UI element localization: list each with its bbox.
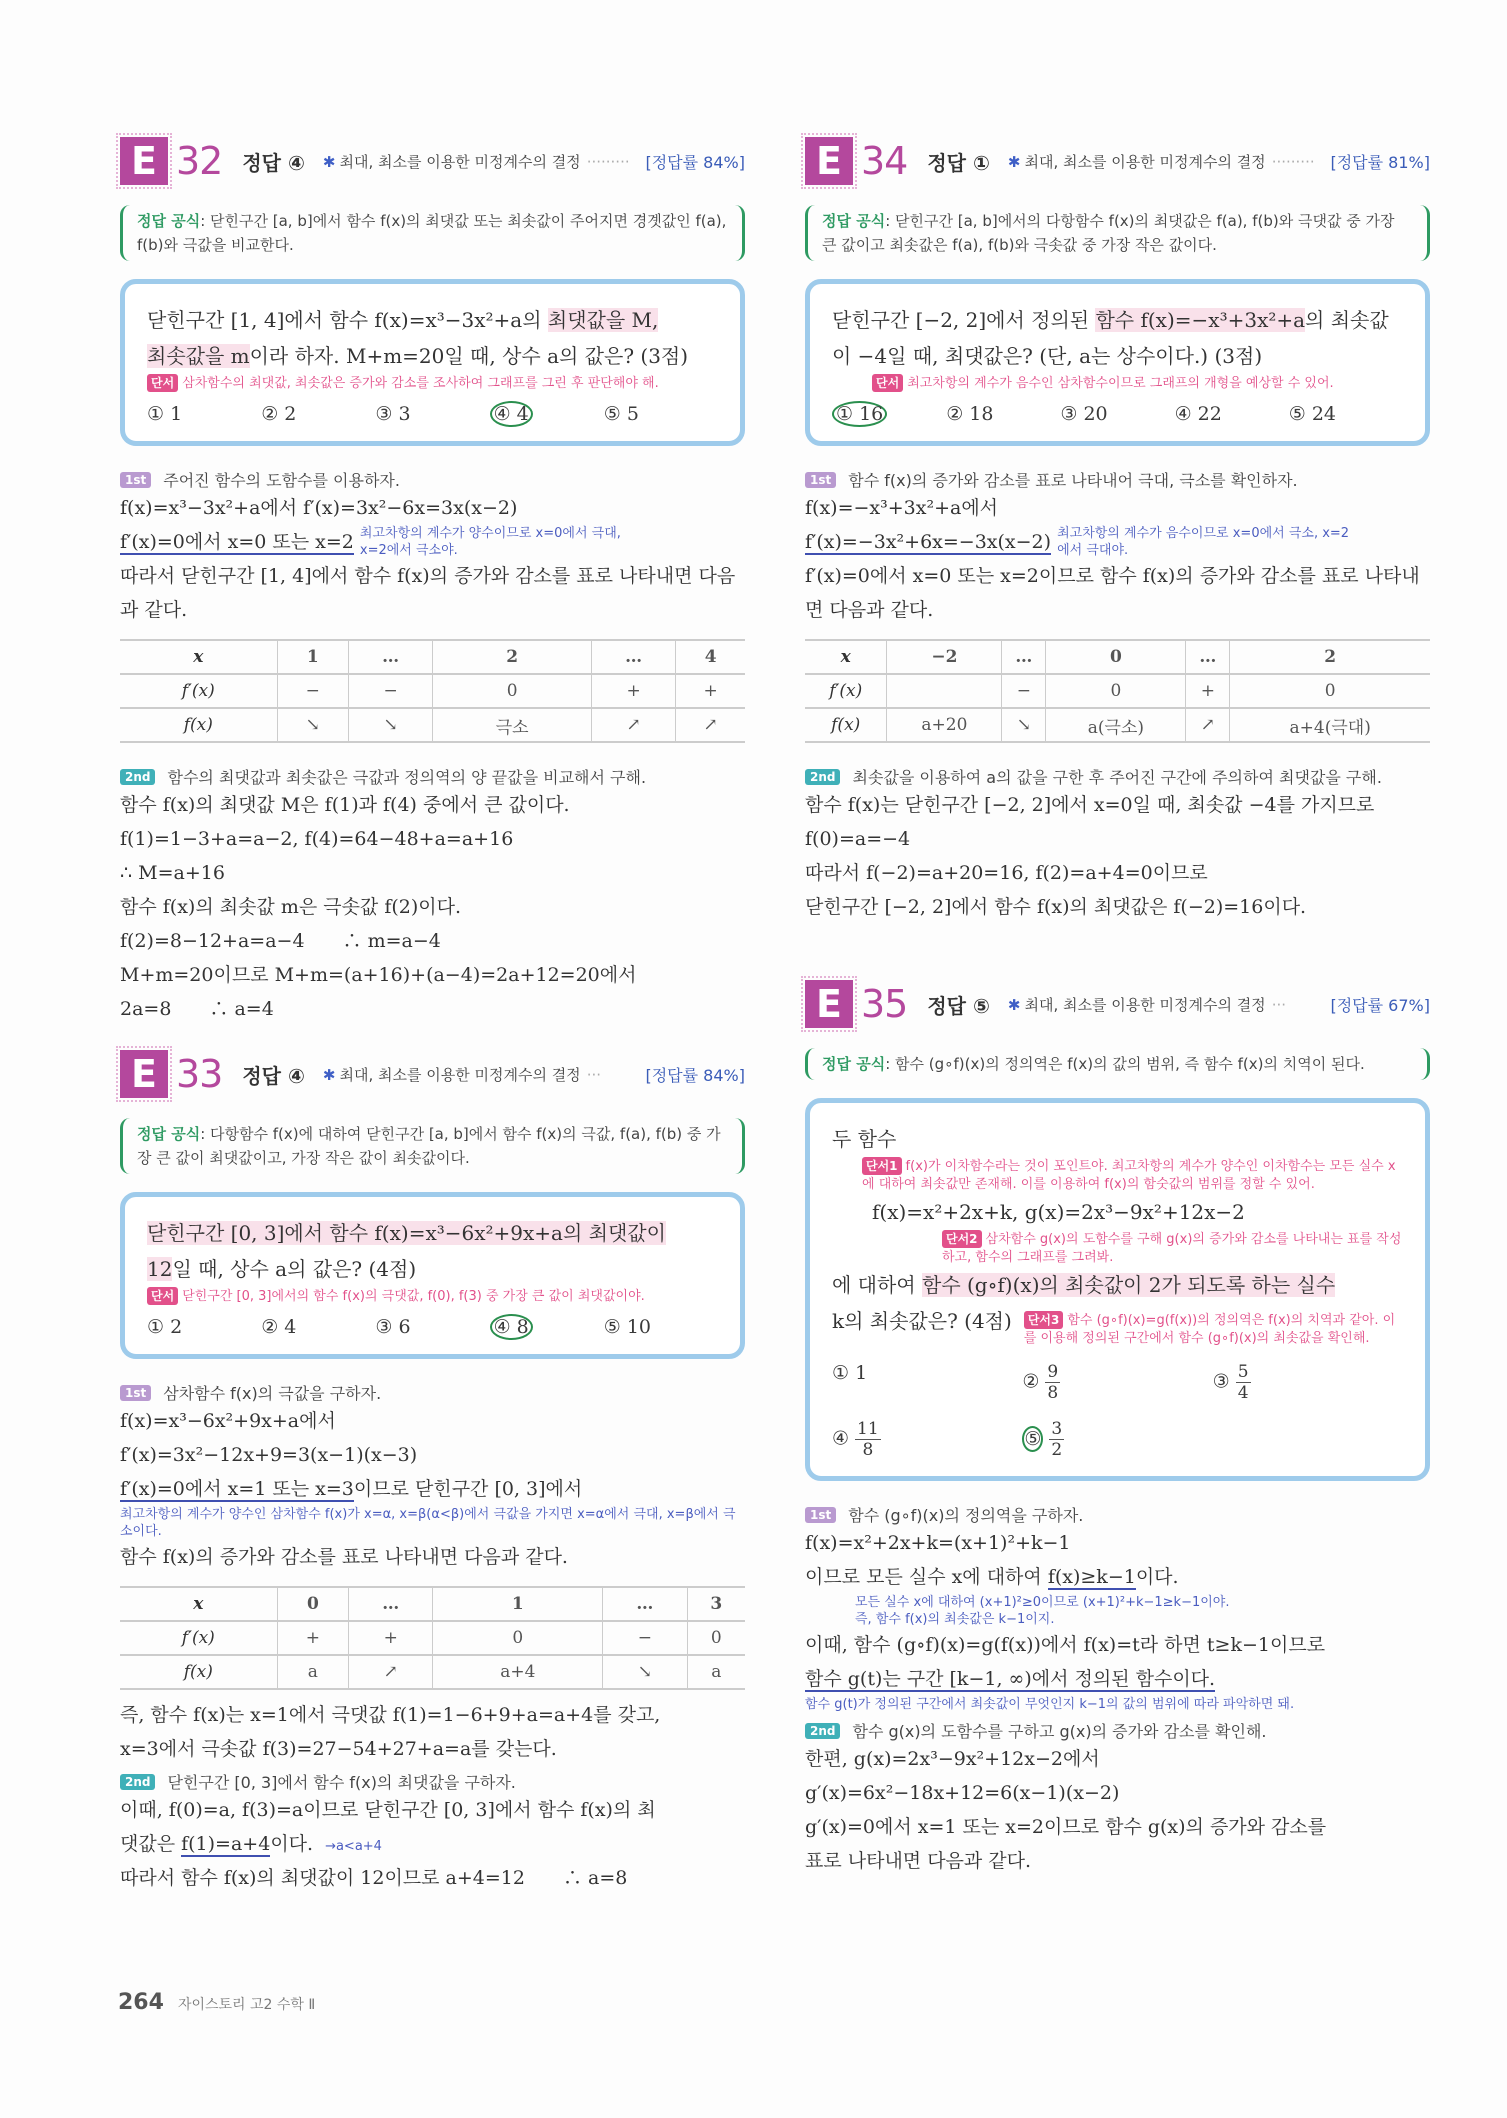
section-badge: E — [805, 137, 853, 185]
problem-33-header — [120, 1046, 745, 1102]
question-box — [120, 1192, 745, 1359]
answer-label: 정답 ④ — [242, 1063, 305, 1088]
answer-formula: 정답 공식: 닫힌구간 [a, b]에서 함수 f(x)의 최댓값 또는 최솟값이 주어지면 경곗값인 f(a), f(b)와 극값을 비교한다. — [120, 205, 745, 261]
problem-number: 35 — [861, 982, 908, 1026]
step-2: 2nd 최솟값을 이용하여 a의 값을 구한 후 주어진 구간에 주의하여 최댓값을 구해. — [805, 765, 1430, 788]
step-1: 1st 함수 f(x)의 증가와 감소를 표로 나타내어 극대, 극소를 확인하자. — [805, 468, 1430, 491]
question-box: 두 함수 단서1 f(x)가 이차함수라는 것이 포인트야. 최고차항의 계수가 양수인 이차함수는 모든 실수 x에 대하여 최솟값만 존재해. 이를 이용하여 f(x)의 함숫값의 범위를 정할 수 있어. f(x)=x²+2x+k, g(x)=2x³−9x²+12x−2 단서2 삼차함수 g(x)의 도함수를 구해 g(x)의 증가와 감소를 나타내는 표를 작성하고, 함수의 그래프를 그려봐. 에 대하여 함수 (g∘f)(x)의 최솟값이 2가 되도록 하는 실수 k의 최솟값은? (4점) 단서3 함수 (g∘f)(x)=g(f(x))의 정의역은 f(x)의 치역과 같아. 이를 이용해 정의된 구간에서 함수 (g∘f)(x)의 최솟값을 확인해. ① 1 ② $\frac{9}{8}$ ③ $\frac{5}{4}$ ④ $\frac{11}{8}$ ⑤ $\frac{3}{2}$ — [805, 1098, 1430, 1481]
problem-number: 33 — [176, 1052, 223, 1096]
answer-formula: 정답 공식: 다항함수 f(x)에 대하여 닫힌구간 [a, b]에서 함수 f(x)의 극값, f(a), f(b) 중 가장 큰 값이 최댓값이고, 가장 작은 값이 최솟값이다. — [120, 1118, 745, 1174]
choice-3[interactable]: ③ 6 — [375, 1316, 411, 1338]
answer-choices — [832, 403, 1403, 425]
choice-2[interactable]: ② $\frac{9}{8}$ — [1022, 1362, 1059, 1403]
increase-decrease-table: x −2 … 0 … 2 f′(x) − 0 + 0 f(x) a+20 ↘ a(극소) ↗ a+4(극대) — [805, 639, 1430, 743]
choice-2[interactable]: ② 4 — [261, 1316, 297, 1338]
topic: ✱ 최대, 최소를 이용한 미정계수의 결정 ········· — [1007, 152, 1315, 171]
choice-5[interactable]: ⑤ 5 — [603, 403, 639, 425]
topic: ✱ 최대, 최소를 이용한 미정계수의 결정 ··· — [1007, 995, 1286, 1014]
choice-4[interactable]: ④ $\frac{11}{8}$ — [832, 1419, 879, 1460]
problem-number: 34 — [861, 139, 908, 183]
choice-4-selected[interactable]: ④ 4 — [490, 403, 604, 425]
choice-1-selected[interactable]: ① 16 — [832, 403, 946, 425]
increase-decrease-table: x 0 … 1 … 3 f′(x) + + 0 − 0 f(x) a ↗ a+4 ↘ a — [120, 1586, 745, 1690]
answer-choices — [147, 403, 718, 425]
hint-1: 단서1 f(x)가 이차함수라는 것이 포인트야. 최고차항의 계수가 양수인 이차함수는 모든 실수 x에 대하여 최솟값만 존재해. 이를 이용하여 f(x)의 함숫값의 범위를 정할 수 있어. — [862, 1159, 1396, 1192]
choice-5[interactable]: ⑤ 10 — [603, 1316, 651, 1338]
answer-formula: 정답 공식: 닫힌구간 [a, b]에서의 다항함수 f(x)의 최댓값은 f(a), f(b)와 극댓값 중 가장 큰 값이고 최솟값은 f(a), f(b)와 극솟값 중 가장 작은 값이다. — [805, 205, 1430, 261]
choice-5-selected[interactable]: ⑤ $\frac{3}{2}$ — [1024, 1419, 1063, 1460]
step-2: 2nd 함수의 최댓값과 최솟값은 극값과 정의역의 양 끝값을 비교해서 구해. — [120, 765, 745, 788]
book-title: 자이스토리 고2 수학 Ⅱ — [177, 1997, 316, 2013]
correct-rate: [정답률 81%] — [1330, 152, 1430, 172]
answer-choices — [832, 1362, 1403, 1460]
section-badge: E — [805, 980, 853, 1028]
hint: 단서 삼차함수의 최댓값, 최솟값은 증가와 감소를 조사하여 그래프를 그린 후 판단해야 해. — [147, 374, 718, 393]
problem-number: 32 — [176, 139, 223, 183]
question-text: 닫힌구간 [0, 3]에서 함수 f(x)=x³−6x²+9x+a의 최댓값이 12일 때, 상수 a의 값은? (4점) — [147, 1221, 666, 1281]
choice-1[interactable]: ① 1 — [147, 403, 183, 425]
problem-34-header — [805, 133, 1430, 189]
question-text: 닫힌구간 [1, 4]에서 함수 f(x)=x³−3x²+a의 최댓값을 M, 최솟값을 m이라 하자. M+m=20일 때, 상수 a의 값은? (3점) — [147, 308, 689, 368]
function-definitions: f(x)=x²+2x+k, g(x)=2x³−9x²+12x−2 — [872, 1200, 1245, 1224]
step-1: 1st 함수 (g∘f)(x)의 정의역을 구하자. — [805, 1503, 1430, 1526]
hint: 단서 닫힌구간 [0, 3]에서의 함수 f(x)의 극댓값, f(0), f(3) 중 가장 큰 값이 최댓값이야. — [147, 1287, 718, 1306]
hint-2: 단서2 삼차함수 g(x)의 도함수를 구해 g(x)의 증가와 감소를 나타내는 표를 작성하고, 함수의 그래프를 그려봐. — [942, 1232, 1402, 1265]
choice-1[interactable]: ① 1 — [832, 1362, 868, 1384]
hint: 단서 최고차항의 계수가 음수인 삼차함수이므로 그래프의 개형을 예상할 수 있어. — [872, 374, 1403, 393]
hint-3: 단서3 함수 (g∘f)(x)=g(f(x))의 정의역은 f(x)의 치역과 같아. 이를 이용해 정의된 구간에서 함수 (g∘f)(x)의 최솟값을 확인해. — [1023, 1313, 1396, 1346]
star-icon: ✱ — [1007, 995, 1021, 1014]
question-text: 닫힌구간 [−2, 2]에서 정의된 함수 f(x)=−x³+3x²+a의 최솟값이 −4일 때, 최댓값은? (단, a는 상수이다.) (3점) — [832, 308, 1389, 368]
star-icon: ✱ — [322, 152, 336, 171]
right-column: E 34 정답 ① ✱ 최대, 최소를 이용한 미정계수의 결정 ········· [정답률 81%] 정답 공식: 닫힌구간 [a, b]에서의 다항함수 f(x)의 최댓값은 f(a), f(b)와 극댓값 중 가장 큰 값이고 최솟값은 f(a), f(b)와 극솟값 중 가장 작은 값이다. 닫힌구간 [−2, 2]에서 정의된 함수 f(x)=−x³+3x²+a의 최솟값이 −4일 때, 최댓값은? (단, a는 상수이다.) (3점) 단서 최고차항의 계수가 음수인 삼차함수이므로 그래프의 개형을 예상할 수 있어. ① 16 ② 18 ③ 20 ④ 22 ⑤ 24 1st 함수 f(x)의 증가와 감소를 표로 나타내어 극대, 극소를 확인하자. f(x)=−x³+3x²+a에서 f′(x)=−3x²+6x=−3x(x−2) 최고차항의 계수가 음수이므로 x=0에서 극소, x=2에서 극대야. f′(x)=0에서 x=0 또는 x=2이므로 함수 f(x)의 증가와 감소를 표로 나타내면 다음과 같다. x −2 … 0 … 2 f′(x) − 0 + 0 f(x) a+20 ↘ a(극소) ↗ a+4(극대) 2nd 최솟값을 이용하여 a의 값을 구한 후 주어진 구간에 주의하여 최댓값을 구해. 함수 f(x)는 닫힌구간 [−2, 2]에서 x=0일 때, 최솟값 −4를 가지므로 f(0)=a=−4 따라서 f(−2)=a+20=16, f(2)=a+4=0이므로 닫힌구간 [−2, 2]에서 함수 f(x)의 최댓값은 f(−2)=16이다. E 35 정답 ⑤ ✱ 최대, 최소를 이용한 미정계수의 결정 ··· [정답률 67%] 정답 공식: 함수 (g∘f)(x)의 정의역은 f(x)의 값의 범위, 즉 함수 f(x)의 치역이 된다. 두 함수 단서1 f(x)가 이차함수라는 것이 포인트야. 최고차항의 계수가 양수인 이차함수는 모든 실수 x에 대하여 최솟값만 존재해. 이를 이용하여 f(x)의 함숫값의 범위를 정할 수 있어. f(x)=x²+2x+k, g(x)=2x³−9x²+12x−2 단서2 삼차함수 g(x)의 도함수를 구해 g(x)의 증가와 감소를 나타내는 표를 작성하고, 함수의 그래프를 그려봐. 에 대하여 함수 (g∘f)(x)의 최솟값이 2가 되도록 하는 실수 k의 최솟값은? (4점) 단서3 함수 (g∘f)(x)=g(f(x))의 정의역은 f(x)의 치역과 같아. 이를 이용해 정의된 구간에서 함수 (g∘f)(x)의 최솟값을 확인해. ① 1 ② $\frac{9}{8}$ ③ $\frac{5}{4}$ ④ $\frac{11}{8}$ ⑤ $\frac{3}{2}$ 1st 함수 (g∘f)(x)의 정의역을 구하자. f(x)=x²+2x+k=(x+1)²+k−1 이므로 모든 실수 x에 대하여 f(x)≥k−1이다. 모든 실수 x에 대하여 (x+1)²≥0이므로 (x+1)²+k−1≥k−1이야. 즉, 함수 f(x)의 최솟값은 k−1이지. 이때, 함수 (g∘f)(x)=g(f(x))에서 f(x)=t라 하면 t≥k−1이므로 함수 g(t)는 구간 [k−1, ∞)에서 정의된 함수이다. 함수 g(t)가 정의된 구간에서 최솟값이 무엇인지 k−1의 값의 범위에 따라 파악하면 돼. 2nd 함수 g(x)의 도함수를 구하고 g(x)의 증가와 감소를 확인해. 한편, g(x)=2x³−9x²+12x−2에서 g′(x)=6x²−18x+12=6(x−1)(x−2) g′(x)=0에서 x=1 또는 x=2이므로 함수 g(x)의 증가와 감소를 표로 나타내면 다음과 같다. — [805, 133, 1430, 1878]
step-2: 2nd 닫힌구간 [0, 3]에서 함수 f(x)의 최댓값을 구하자. — [120, 1770, 745, 1793]
choice-1[interactable]: ① 2 — [147, 1316, 183, 1338]
star-icon: ✱ — [1007, 152, 1021, 171]
answer-formula: 정답 공식: 함수 (g∘f)(x)의 정의역은 f(x)의 값의 범위, 즉 함수 f(x)의 치역이 된다. — [805, 1048, 1430, 1080]
choice-3[interactable]: ③ $\frac{5}{4}$ — [1212, 1362, 1249, 1403]
section-badge: E — [120, 1050, 168, 1098]
answer-label: 정답 ⑤ — [927, 993, 990, 1018]
correct-rate: [정답률 84%] — [645, 1065, 745, 1085]
choice-2[interactable]: ② 18 — [946, 403, 994, 425]
step-2: 2nd 함수 g(x)의 도함수를 구하고 g(x)의 증가와 감소를 확인해. — [805, 1719, 1430, 1742]
step-1: 1st 주어진 함수의 도함수를 이용하자. — [120, 468, 745, 491]
answer-label: 정답 ① — [927, 150, 990, 175]
choice-3[interactable]: ③ 3 — [375, 403, 411, 425]
section-badge: E — [120, 137, 168, 185]
question-box — [805, 279, 1430, 446]
step-1: 1st 삼차함수 f(x)의 극값을 구하자. — [120, 1381, 745, 1404]
problem-32-header — [120, 133, 745, 189]
correct-rate: [정답률 67%] — [1330, 995, 1430, 1015]
problem-35-header — [805, 976, 1430, 1032]
choice-3[interactable]: ③ 20 — [1060, 403, 1108, 425]
choice-5[interactable]: ⑤ 24 — [1288, 403, 1336, 425]
correct-rate: [정답률 84%] — [645, 152, 745, 172]
answer-choices — [147, 1316, 718, 1338]
choice-4[interactable]: ④ 22 — [1174, 403, 1222, 425]
page-number: 264 — [118, 1990, 164, 2015]
increase-decrease-table: x 1 … 2 … 4 f′(x) − − 0 + + f(x) ↘ ↘ 극소 ↗ ↗ — [120, 639, 745, 743]
page-footer — [118, 1990, 315, 2015]
topic: ✱ 최대, 최소를 이용한 미정계수의 결정 ········· — [322, 152, 630, 171]
star-icon: ✱ — [322, 1065, 336, 1084]
topic: ✱ 최대, 최소를 이용한 미정계수의 결정 ··· — [322, 1065, 601, 1084]
question-box — [120, 279, 745, 446]
answer-label: 정답 ④ — [242, 150, 305, 175]
choice-2[interactable]: ② 2 — [261, 403, 297, 425]
choice-4-selected[interactable]: ④ 8 — [490, 1316, 604, 1338]
left-column: E 32 정답 ④ ✱ 최대, 최소를 이용한 미정계수의 결정 ········· [정답률 84%] 정답 공식: 닫힌구간 [a, b]에서 함수 f(x)의 최댓값 또는 최솟값이 주어지면 경곗값인 f(a), f(b)와 극값을 비교한다. 닫힌구간 [1, 4]에서 함수 f(x)=x³−3x²+a의 최댓값을 M, 최솟값을 m이라 하자. M+m=20일 때, 상수 a의 값은? (3점) 단서 삼차함수의 최댓값, 최솟값은 증가와 감소를 조사하여 그래프를 그린 후 판단해야 해. ① 1 ② 2 ③ 3 ④ 4 ⑤ 5 1st 주어진 함수의 도함수를 이용하자. f(x)=x³−3x²+a에서 f′(x)=3x²−6x=3x(x−2) f′(x)=0에서 x=0 또는 x=2 최고차항의 계수가 양수이므로 x=0에서 극대, x=2에서 극소야. 따라서 닫힌구간 [1, 4]에서 함수 f(x)의 증가와 감소를 표로 나타내면 다음과 같다. x 1 … 2 … 4 f′(x) − − 0 + + f(x) ↘ ↘ 극소 ↗ ↗ 2nd 함수의 최댓값과 최솟값은 극값과 정의역의 양 끝값을 비교해서 구해. 함수 f(x)의 최댓값 M은 f(1)과 f(4) 중에서 큰 값이다. f(1)=1−3+a=a−2, f(4)=64−48+a=a+16 ∴ M=a+16 함수 f(x)의 최솟값 m은 극솟값 f(2)이다. f(2)=8−12+a=a−4 ∴ m=a−4 M+m=20이므로 M+m=(a+16)+(a−4)=2a+12=20에서 2a=8 ∴ a=4 E 33 정답 ④ ✱ 최대, 최소를 이용한 미정계수의 결정 ··· [정답률 84%] 정답 공식: 다항함수 f(x)에 대하여 닫힌구간 [a, b]에서 함수 f(x)의 극값, f(a), f(b) 중 가장 큰 값이 최댓값이고, 가장 작은 값이 최솟값이다. 닫힌구간 [0, 3]에서 함수 f(x)=x³−6x²+9x+a의 최댓값이 12일 때, 상수 a의 값은? (4점) 단서 닫힌구간 [0, 3]에서의 함수 f(x)의 극댓값, f(0), f(3) 중 가장 큰 값이 최댓값이야. ① 2 ② 4 ③ 6 ④ 8 ⑤ 10 1st 삼차함수 f(x)의 극값을 구하자. f(x)=x³−6x²+9x+a에서 f′(x)=3x²−12x+9=3(x−1)(x−3) f′(x)=0에서 x=1 또는 x=3이므로 닫힌구간 [0, 3]에서 최고차항의 계수가 양수인 삼차함수 f(x)가 x=α, x=β(α<β)에서 극값을 가지면 x=α에서 극대, x=β에서 극소이다. 함수 f(x)의 증가와 감소를 표로 나타내면 다음과 같다. x 0 … 1 … 3 f′(x) + + 0 − 0 f(x) a ↗ a+4 ↘ a 즉, 함수 f(x)는 x=1에서 극댓값 f(1)=1−6+9+a=a+4를 갖고, x=3에서 극솟값 f(3)=27−54+27+a=a를 갖는다. 2nd 닫힌구간 [0, 3]에서 함수 f(x)의 최댓값을 구하자. 이때, f(0)=a, f(3)=a이므로 닫힌구간 [0, 3]에서 함수 f(x)의 최 댓값은 f(1)=a+4이다. →a<a+4 따라서 함수 f(x)의 최댓값이 12이므로 a+4=12 ∴ a=8 — [120, 133, 745, 1895]
